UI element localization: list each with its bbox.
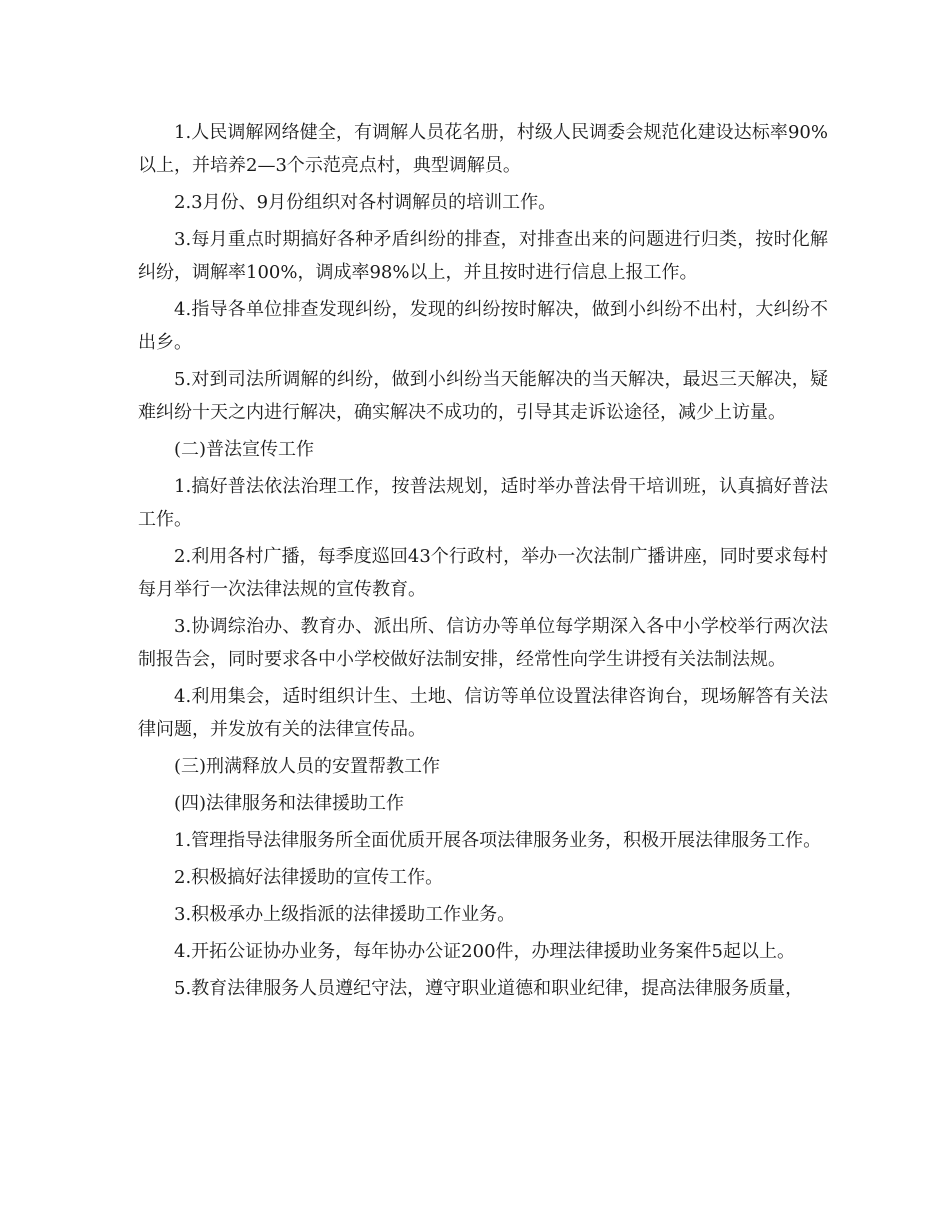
paragraph-mediation-5: 5.对到司法所调解的纠纷，做到小纠纷当天能解决的当天解决，最迟三天解决，疑难纠纷十天之内进行解决，确实解决不成功的，引导其走诉讼途径，减少上访量。 <box>138 369 828 423</box>
paragraph-services-1: 1.管理指导法律服务所全面优质开展各项法律服务业务，积极开展法律服务工作。 <box>174 830 822 851</box>
paragraph-mediation-4: 4.指导各单位排查发现纠纷，发现的纠纷按时解决，做到小纠纷不出村，大纠纷不出乡。 <box>138 299 828 353</box>
document-body <box>138 116 828 1009</box>
section-heading-legal-publicity: (二)普法宣传工作 <box>174 439 315 460</box>
section-heading-released-persons: (三)刑满释放人员的安置帮教工作 <box>174 756 441 777</box>
section-heading-legal-services: (四)法律服务和法律援助工作 <box>174 793 405 814</box>
paragraph-mediation-2: 2.3月份、9月份组织对各村调解员的培训工作。 <box>174 192 557 213</box>
paragraph-mediation-3: 3.每月重点时期搞好各种矛盾纠纷的排查，对排查出来的问题进行归类，按时化解纠纷，调解率100%，调成率98%以上，并且按时进行信息上报工作。 <box>138 229 828 283</box>
paragraph-publicity-1: 1.搞好普法依法治理工作，按普法规划，适时举办普法骨干培训班，认真搞好普法工作。 <box>138 476 828 530</box>
paragraph-mediation-1: 1.人民调解网络健全，有调解人员花名册，村级人民调委会规范化建设达标率90%以上，并培养2—3个示范亮点村，典型调解员。 <box>138 122 828 176</box>
paragraph-services-5: 5.教育法律服务人员遵纪守法，遵守职业道德和职业纪律，提高法律服务质量， <box>174 978 804 999</box>
paragraph-publicity-3: 3.协调综治办、教育办、派出所、信访办等单位每学期深入各中小学校举行两次法制报告会，同时要求各中小学校做好法制安排，经常性向学生讲授有关法制法规。 <box>138 616 828 670</box>
paragraph-services-3: 3.积极承办上级指派的法律援助工作业务。 <box>174 904 516 925</box>
paragraph-services-2: 2.积极搞好法律援助的宣传工作。 <box>174 867 444 888</box>
paragraph-publicity-4: 4.利用集会，适时组织计生、土地、信访等单位设置法律咨询台，现场解答有关法律问题，并发放有关的法律宣传品。 <box>138 686 828 740</box>
paragraph-publicity-2: 2.利用各村广播，每季度巡回43个行政村，举办一次法制广播讲座，同时要求每村每月举行一次法律法规的宣传教育。 <box>138 546 828 600</box>
paragraph-services-4: 4.开拓公证协办业务，每年协办公证200件，办理法律援助业务案件5起以上。 <box>174 941 795 962</box>
